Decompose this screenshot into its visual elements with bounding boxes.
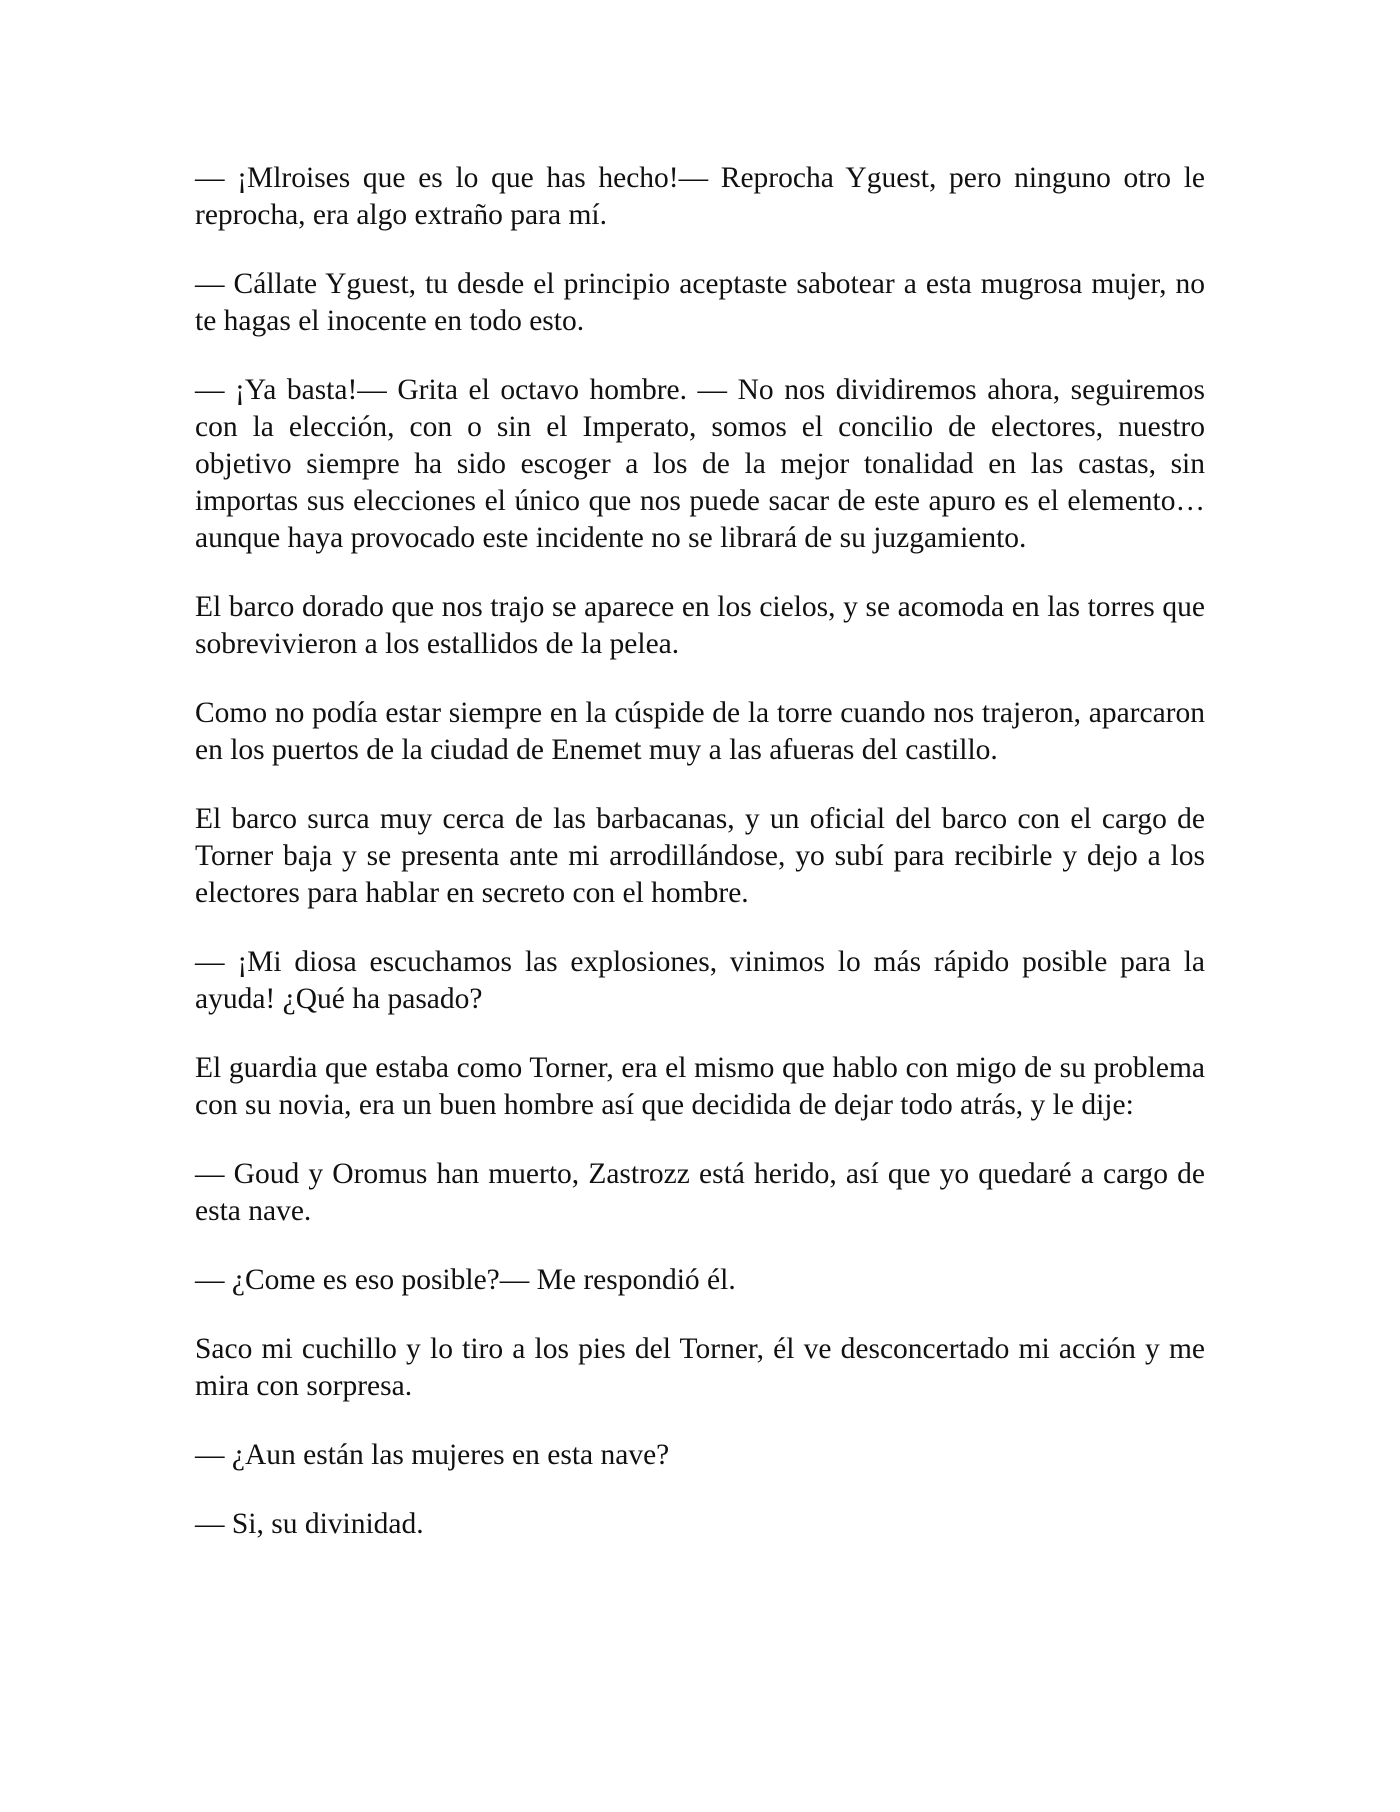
paragraph: — Goud y Oromus han muerto, Zastrozz está herido, así que yo quedaré a cargo de esta nave.	[195, 1158, 1205, 1227]
paragraph: — Cállate Yguest, tu desde el principio aceptaste sabotear a esta mugrosa mujer, no te hagas el inocente en todo esto.	[195, 268, 1205, 337]
paragraph: — ¡Mlroises que es lo que has hecho!— Reprocha Yguest, pero ninguno otro le reprocha, era algo extraño para mí.	[195, 162, 1205, 231]
paragraph: Saco mi cuchillo y lo tiro a los pies del Torner, él ve desconcertado mi acción y me mira con sorpresa.	[195, 1333, 1205, 1402]
paragraph: El barco surca muy cerca de las barbacanas, y un oficial del barco con el cargo de Torner baja y se presenta ante mi arrodillándose, yo subí para recibirle y dejo a los electores para hablar en secreto con el hombre.	[195, 803, 1205, 909]
document-page	[195, 160, 1205, 1575]
paragraph: — Si, su divinidad.	[195, 1508, 424, 1540]
paragraph: El guardia que estaba como Torner, era el mismo que hablo con migo de su problema con su novia, era un buen hombre así que decidida de dejar todo atrás, y le dije:	[195, 1052, 1205, 1121]
paragraph: — ¿Aun están las mujeres en esta nave?	[195, 1439, 670, 1471]
paragraph: — ¿Come es eso posible?— Me respondió él.	[195, 1264, 736, 1296]
paragraph: — ¡Mi diosa escuchamos las explosiones, vinimos lo más rápido posible para la ayuda! ¿Qué ha pasado?	[195, 946, 1205, 1015]
paragraph: Como no podía estar siempre en la cúspide de la torre cuando nos trajeron, aparcaron en los puertos de la ciudad de Enemet muy a las afueras del castillo.	[195, 697, 1205, 766]
paragraph: El barco dorado que nos trajo se aparece en los cielos, y se acomoda en las torres que sobrevivieron a los estallidos de la pelea.	[195, 591, 1205, 660]
paragraph: — ¡Ya basta!— Grita el octavo hombre. — No nos dividiremos ahora, seguiremos con la elección, con o sin el Imperato, somos el concilio de electores, nuestro objetivo siempre ha sido escoger a los de la mejor tonalidad en las castas, sin importas sus elecciones el único que nos puede sacar de este apuro es el elemento… aunque haya provocado este incidente no se librará de su juzgamiento.	[195, 374, 1205, 554]
